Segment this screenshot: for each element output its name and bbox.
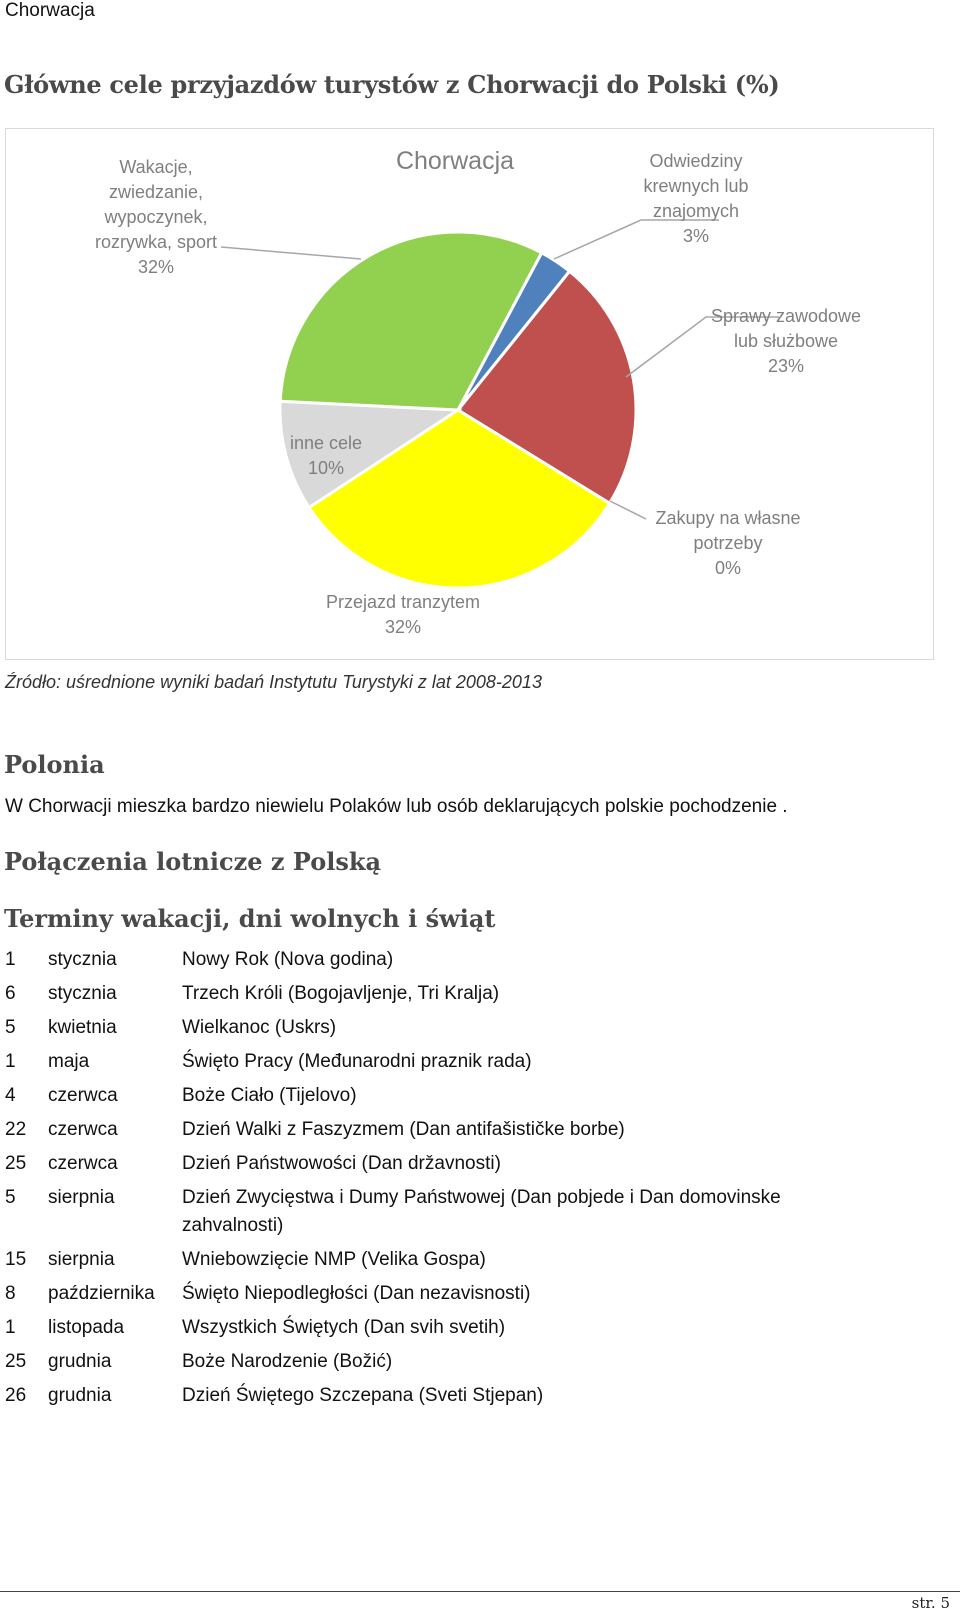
data-label-line: zwiedzanie, [108, 182, 204, 202]
holiday-day: 15 [5, 1249, 27, 1270]
polonia-text: W Chorwacji mieszka bardzo niewielu Polaków lub osób deklarujących polskie pochodzenie . [5, 796, 788, 817]
source-note: Źródło: uśrednione wyniki badań Instytutu Turystyki z lat 2008-2013 [5, 672, 542, 692]
data-label-line: potrzeby [693, 533, 763, 553]
holiday-row [5, 1348, 865, 1382]
holiday-row [5, 1246, 865, 1280]
header-title: Chorwacja [5, 0, 95, 21]
data-label-line: 32% [137, 257, 175, 277]
holiday-day: 1 [5, 1051, 16, 1072]
pie-slices [280, 232, 636, 588]
data-label-przejazd-tranzytem [326, 592, 480, 637]
holiday-day: 5 [5, 1187, 16, 1208]
data-label-line: 32% [384, 617, 422, 637]
data-label-line: znajomych [652, 201, 740, 221]
holiday-day: 26 [5, 1385, 27, 1406]
holiday-month: grudnia [48, 1385, 112, 1406]
holiday-name: Dzień Zwycięstwa i Dumy Państwowej (Dan pobjede i Dan domovinske zahvalnosti) [182, 1187, 781, 1236]
holiday-day: 5 [5, 1017, 16, 1038]
leader-line-zakupy [610, 501, 646, 519]
data-label-zakupy [655, 508, 800, 578]
holiday-day: 25 [5, 1351, 27, 1372]
holiday-day: 6 [5, 983, 16, 1004]
data-label-wakacje [95, 157, 217, 277]
data-label-line: 0% [714, 558, 742, 578]
flights-heading: Połączenia lotnicze z Polską [4, 847, 382, 876]
holiday-month: czerwca [48, 1153, 118, 1174]
holiday-row [5, 1280, 865, 1314]
footer-rule [0, 1591, 960, 1592]
holiday-row [5, 1048, 865, 1082]
holiday-month: stycznia [48, 983, 117, 1004]
holiday-month: sierpnia [48, 1187, 115, 1208]
data-label-line: Przejazd tranzytem [325, 592, 481, 612]
holiday-row [5, 1184, 865, 1246]
data-label-odwiedziny [643, 151, 748, 246]
holiday-day: 4 [5, 1085, 16, 1106]
holiday-row [5, 1014, 865, 1048]
pie-chart [6, 129, 933, 659]
holiday-name: Boże Ciało (Tijelovo) [182, 1085, 357, 1106]
data-label-line: Wakacje, [119, 157, 193, 177]
holiday-row [5, 1150, 865, 1184]
chart-title: Chorwacja [395, 147, 515, 175]
holiday-month: sierpnia [48, 1249, 115, 1270]
holiday-name: Święto Niepodległości (Dan nezavisnosti) [182, 1283, 531, 1304]
chart-section-heading: Główne cele przyjazdów turystów z Chorwacji do Polski (%) [4, 70, 780, 99]
leader-line-wakacje [221, 247, 361, 259]
data-label-line: Odwiedziny [649, 151, 743, 171]
holiday-month: grudnia [48, 1351, 112, 1372]
holiday-day: 1 [5, 1317, 16, 1338]
holiday-name: Dzień Walki z Faszyzmem (Dan antifašističke borbe) [182, 1119, 625, 1140]
data-label-line: wypoczynek, [104, 207, 208, 227]
holiday-month: czerwca [48, 1085, 118, 1106]
holiday-name: Boże Narodzenie (Božić) [182, 1351, 393, 1372]
holiday-name: Dzień Świętego Szczepana (Sveti Stjepan) [182, 1385, 544, 1406]
data-label-line: inne cele [289, 433, 363, 453]
holiday-day: 8 [5, 1283, 16, 1304]
holiday-name: Dzień Państwowości (Dan državnosti) [182, 1153, 501, 1174]
holiday-row [5, 946, 865, 980]
holiday-month: października [48, 1283, 155, 1304]
holiday-row [5, 1082, 865, 1116]
data-label-line: 10% [307, 458, 345, 478]
holiday-row [5, 1314, 865, 1348]
holiday-month: maja [48, 1051, 90, 1072]
polonia-heading: Polonia [4, 750, 105, 779]
holiday-month: kwietnia [48, 1017, 117, 1038]
holiday-name: Nowy Rok (Nova godina) [182, 949, 394, 970]
holiday-row [5, 980, 865, 1014]
holiday-day: 22 [5, 1119, 27, 1140]
data-label-line: Sprawy zawodowe [710, 306, 862, 326]
holiday-name: Wielkanoc (Uskrs) [182, 1017, 337, 1038]
holidays-heading: Terminy wakacji, dni wolnych i świąt [4, 904, 496, 933]
data-label-line: rozrywka, sport [94, 232, 218, 252]
data-label-sprawy-zawodowe [711, 306, 861, 376]
data-label-line: krewnych lub [643, 176, 749, 196]
holiday-month: listopada [48, 1317, 125, 1338]
page-number: str. 5 [911, 1594, 950, 1612]
holiday-table [5, 946, 865, 1416]
holiday-row [5, 1116, 865, 1150]
holiday-month: stycznia [48, 949, 117, 970]
holiday-day: 1 [5, 949, 16, 970]
data-label-line: 3% [682, 226, 710, 246]
holiday-day: 25 [5, 1153, 27, 1174]
holiday-name: Święto Pracy (Međunarodni praznik rada) [182, 1051, 532, 1072]
holiday-row [5, 1382, 865, 1416]
holiday-name: Wniebowzięcie NMP (Velika Gospa) [182, 1249, 486, 1270]
data-label-line: 23% [767, 356, 805, 376]
data-label-line: Zakupy na własne [655, 508, 801, 528]
holiday-name: Trzech Króli (Bogojavljenje, Tri Kralja) [182, 983, 500, 1004]
holiday-name: Wszystkich Świętych (Dan svih svetih) [182, 1317, 506, 1338]
holiday-month: czerwca [48, 1119, 118, 1140]
data-label-line: lub służbowe [733, 331, 839, 351]
pie-chart-frame [5, 128, 934, 660]
